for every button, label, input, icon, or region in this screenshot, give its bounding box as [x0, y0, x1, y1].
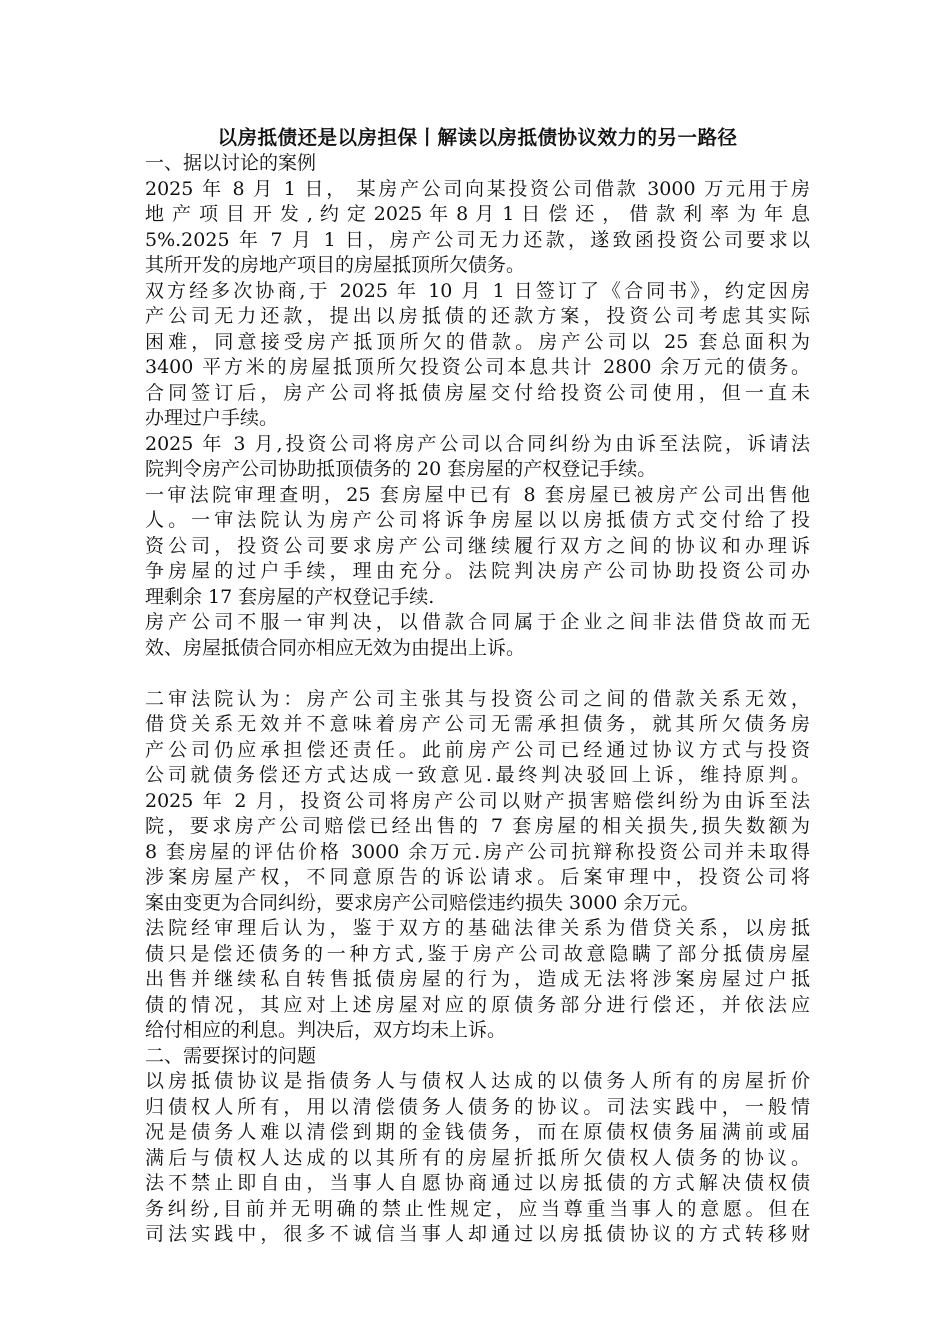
text-line: 债的情况，其应对上述房屋对应的原债务部分进行偿还，并依法应	[145, 993, 810, 1016]
text-line: 产公司仍应承担偿还责任。此前房产公司已经通过协议方式与投资	[145, 738, 810, 761]
text-line: 一审法院审理查明，25 套房屋中已有 8 套房屋已被房产公司出售他	[145, 483, 810, 506]
text-line: 以房抵债协议是指债务人与债权人达成的以债务人所有的房屋折价	[145, 1070, 810, 1092]
text-line: 满后与债权人达成的以其所有的房屋折抵所欠债权人债务的协议。	[145, 1146, 810, 1169]
text-line: 理剩余 17 套房屋的产权登记手续.	[145, 585, 435, 608]
text-line: 效、房屋抵债合同亦相应无效为由提出上诉。	[145, 636, 526, 659]
text-line: 涉案房屋产权，不同意原告的诉讼请求。后案审理中，投资公司将	[145, 866, 810, 888]
text-line: 困难，同意接受房产抵顶所欠的借款。房产公司以 25 套总面积为	[145, 330, 810, 353]
text-line: 2025 年 2 月，投资公司将房产公司以财产损害赔偿纠纷为由诉至法	[145, 789, 810, 812]
text-line: 二审法院认为：房产公司主张其与投资公司之间的借款关系无效，	[145, 687, 810, 710]
text-line: 资公司，投资公司要求房产公司继续履行双方之间的协议和办理诉	[145, 534, 810, 557]
text-line: 其所开发的房地产项目的房屋抵顶所欠债务。	[145, 254, 526, 276]
text-line: 给付相应的利息。判决后，双方均未上诉。	[145, 1019, 507, 1041]
text-line: 5%.2025 年 7 月 1 日，房产公司无力还款，遂致函投资公司要求以	[145, 228, 810, 251]
text-line: 况是债务人难以清偿到期的金钱债务，而在原债权债务届满前或届	[145, 1121, 810, 1143]
text-line: 3400 平方米的房屋抵顶所欠投资公司本息共计 2800 余万元的债务。	[145, 356, 810, 378]
document-body	[145, 151, 810, 1248]
text-line: 8 套房屋的评估价格 3000 余万元.房产公司抗辩称投资公司并未取得	[145, 840, 810, 863]
text-line: 借贷关系无效并不意味着房产公司无需承担债务，就其所欠债务房	[145, 713, 810, 735]
text-line: 合同签订后，房产公司将抵债房屋交付给投资公司使用，但一直未	[145, 381, 810, 404]
text-line: 办理过户手续。	[145, 407, 279, 429]
text-line: 2025 年 8 月 1 日， 某房产公司向某投资公司借款 3000 万元用于房	[145, 177, 810, 200]
text-line: 人。一审法院认为房产公司将诉争房屋以以房抵债方式交付给了投	[145, 509, 810, 531]
text-line: 归债权人所有，用以清偿债务人债务的协议。司法实践中，一般情	[145, 1095, 810, 1118]
text-line: 案由变更为合同纠纷，要求房产公司赔偿违约损失 3000 余万元。	[145, 891, 700, 914]
text-line: 公司就债务偿还方式达成一致意见.最终判决驳回上诉，维持原判。	[145, 764, 810, 786]
text-line: 债只是偿还债务的一种方式,鉴于房产公司故意隐瞒了部分抵债房屋	[145, 942, 810, 965]
text-line: 院判令房产公司协助抵顶债务的 20 套房屋的产权登记手续。	[145, 458, 657, 480]
text-line: 二、需要探讨的问题	[145, 1044, 317, 1067]
text-line: 地 产 项 目 开 发 , 约 定 2025 年 8 月 1 日 偿 还 ， 借 款 利 率 为 年 息	[145, 203, 810, 225]
text-line: 2025 年 3 月,投资公司将房产公司以合同纠纷为由诉至法院，诉请法	[145, 432, 810, 455]
text-line: 房产公司不服一审判决，以借款合同属于企业之间非法借贷故而无	[145, 611, 810, 633]
text-line: 产公司无力还款，提出以房抵债的还款方案，投资公司考虑其实际	[145, 305, 810, 327]
text-line: 务纠纷,目前并无明确的禁止性规定，应当尊重当事人的意愿。但在	[145, 1197, 810, 1220]
text-line: 司法实践中，很多不诚信当事人却通过以房抵债协议的方式转移财	[145, 1223, 810, 1245]
document-title: 以房抵债还是以房担保丨解读以房抵债协议效力的另一路径	[217, 126, 738, 149]
text-line	[145, 661, 810, 687]
text-line: 出售并继续私自转售抵债房屋的行为，造成无法将涉案房屋过户抵	[145, 968, 810, 990]
document-page	[145, 125, 810, 1248]
text-line: 法院经审理后认为，鉴于双方的基础法律关系为借贷关系，以房抵	[145, 917, 810, 939]
text-line: 争房屋的过户手续，理由充分。法院判决房产公司协助投资公司办	[145, 560, 810, 582]
text-line: 一、据以讨论的案例	[145, 152, 317, 174]
text-line: 双方经多次协商,于 2025 年 10 月 1 日签订了《合同书》，约定因房	[145, 279, 810, 302]
text-line: 法不禁止即自由，当事人自愿协商通过以房抵债的方式解决债权债	[145, 1172, 810, 1194]
text-line: 院，要求房产公司赔偿已经出售的 7 套房屋的相关损失,损失数额为	[145, 815, 810, 837]
